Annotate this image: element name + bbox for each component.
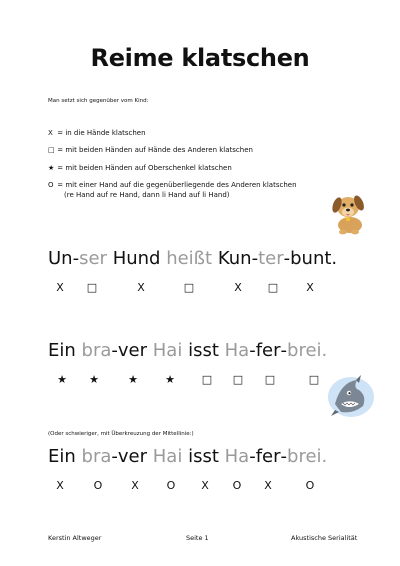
legend-symbol: □ bbox=[48, 146, 55, 155]
syllable: Ein bbox=[48, 340, 76, 361]
clap-mark: X bbox=[201, 479, 209, 492]
syllable: Un bbox=[48, 248, 73, 269]
clap-mark: X bbox=[306, 281, 314, 294]
legend-symbol: O bbox=[48, 181, 54, 190]
syllable: fer bbox=[255, 446, 281, 467]
clap-mark: □ bbox=[183, 281, 195, 294]
verse-line-3: Ein bra-ver Hai isst Ha-fer-brei. bbox=[48, 446, 328, 467]
verse-line-2: Ein bra-ver Hai isst Ha-fer-brei. bbox=[48, 340, 328, 361]
clap-mark: O bbox=[232, 479, 242, 492]
syllable: Hai bbox=[152, 446, 183, 467]
clap-mark: □ bbox=[232, 373, 244, 386]
syllable: bunt. bbox=[290, 248, 338, 269]
syllable: ter bbox=[258, 248, 284, 269]
syllable: Ha bbox=[224, 446, 250, 467]
footer-topic: Akustische Serialität bbox=[291, 534, 358, 542]
legend-symbol: ★ bbox=[48, 163, 55, 172]
legend-row-cross bbox=[48, 181, 348, 200]
legend-subtext: (re Hand auf re Hand, dann li Hand auf li Hand) bbox=[64, 190, 230, 199]
intro-text: Man setzt sich gegenüber vom Kind: bbox=[48, 98, 149, 104]
syllable: fer bbox=[255, 340, 281, 361]
clap-mark: X bbox=[131, 479, 139, 492]
legend-text: = mit beiden Händen auf Oberschenkel klatschen bbox=[57, 163, 232, 172]
clap-mark: □ bbox=[308, 373, 320, 386]
clap-mark: O bbox=[166, 479, 176, 492]
syllable: isst bbox=[188, 446, 219, 467]
legend-symbol: X bbox=[48, 129, 53, 137]
legend-text: = mit einer Hand auf die gegenüberliegende des Anderen klatschen bbox=[57, 181, 297, 190]
difficulty-note: (Oder schwieriger, mit Überkreuzung der Mittellinie:) bbox=[48, 431, 194, 437]
syllable: Ha bbox=[224, 340, 250, 361]
clap-marks-1 bbox=[0, 281, 400, 297]
clap-mark: ★ bbox=[89, 373, 99, 386]
clap-mark: ★ bbox=[165, 373, 175, 386]
clap-mark: X bbox=[137, 281, 145, 294]
legend-text: = in die Hände klatschen bbox=[57, 129, 146, 137]
verse-line-1: Un-ser Hund heißt Kun-ter-bunt. bbox=[48, 248, 338, 269]
clap-mark: □ bbox=[264, 373, 276, 386]
clap-mark: O bbox=[93, 479, 103, 492]
syllable: bra bbox=[81, 340, 112, 361]
shark-icon bbox=[323, 374, 375, 420]
dog-icon bbox=[328, 189, 368, 235]
syllable: heißt bbox=[166, 248, 213, 269]
clap-mark: X bbox=[234, 281, 242, 294]
syllable: bra bbox=[81, 446, 112, 467]
syllable: brei. bbox=[287, 446, 328, 467]
legend-text: = mit beiden Händen auf Hände des Anderen klatschen bbox=[57, 146, 253, 155]
syllable: ver bbox=[117, 340, 148, 361]
syllable: Ein bbox=[48, 446, 76, 467]
clap-mark: □ bbox=[201, 373, 213, 386]
syllable: ser bbox=[79, 248, 107, 269]
page-title: Reime klatschen bbox=[90, 44, 310, 72]
syllable: Hai bbox=[152, 340, 183, 361]
syllable: Kun bbox=[217, 248, 252, 269]
syllable: isst bbox=[188, 340, 219, 361]
clap-mark: □ bbox=[267, 281, 279, 294]
legend-row-partner-hands bbox=[48, 146, 348, 155]
clap-mark: ★ bbox=[57, 373, 67, 386]
legend-row-clap bbox=[48, 129, 348, 138]
clap-marks-3 bbox=[0, 479, 400, 495]
legend bbox=[48, 129, 348, 208]
syllable: brei. bbox=[287, 340, 328, 361]
footer-page-number: Seite 1 bbox=[186, 534, 209, 542]
legend-row-thighs bbox=[48, 164, 348, 173]
clap-mark: O bbox=[305, 479, 315, 492]
footer-author: Kerstin Altweger bbox=[48, 534, 102, 542]
clap-mark: □ bbox=[86, 281, 98, 294]
clap-mark: X bbox=[56, 479, 64, 492]
syllable: Hund bbox=[112, 248, 161, 269]
clap-mark: ★ bbox=[128, 373, 138, 386]
clap-mark: X bbox=[264, 479, 272, 492]
syllable: ver bbox=[117, 446, 148, 467]
clap-mark: X bbox=[56, 281, 64, 294]
